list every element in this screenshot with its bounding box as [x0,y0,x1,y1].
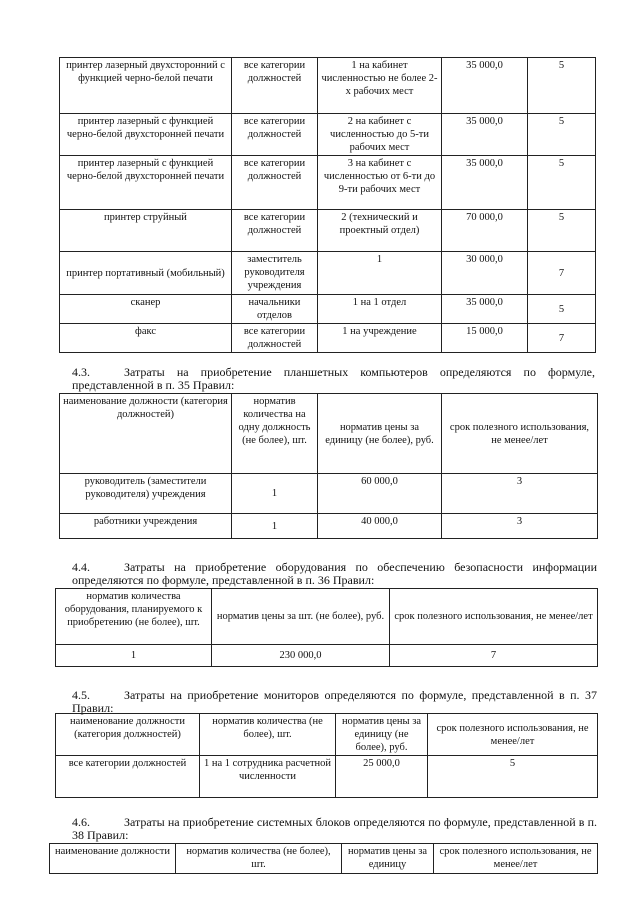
table-cell: 5 [528,156,596,210]
table-cell: 1 [56,645,212,667]
table-cell: 5 [528,295,596,324]
table-row [60,210,596,252]
table-row [60,514,598,539]
table-cell: принтер лазерный с функцией черно-белой двухсторонней печати [60,156,232,210]
section-text: Затраты на приобретение оборудования по обеспечению безопасности информации определяются по формуле, представленной в п. 36 Правил: [72,560,597,587]
table-cell: 230 000,0 [212,645,390,667]
table-cell: 30 000,0 [442,252,528,295]
table-row [60,252,596,295]
table-cell: все категории должностей [232,324,318,353]
table-cell: 2 на кабинет с численностью до 5-ти рабочих мест [318,114,442,156]
table-row [60,324,596,353]
table-cell: 7 [390,645,598,667]
table-header-row [60,394,598,474]
column-header: наименование должности (категория должностей) [56,714,200,756]
monitors-table [55,713,598,798]
table-cell: 1 [232,514,318,539]
table-header-row [56,714,598,756]
column-header: норматив цены за единицу [342,844,434,874]
table-cell: 35 000,0 [442,295,528,324]
table-cell: 35 000,0 [442,114,528,156]
table-cell: 1 на 1 сотрудника расчетной численности [200,756,336,798]
table-cell: все категории должностей [232,156,318,210]
table-cell: 7 [528,252,596,295]
table-cell: работники учреждения [60,514,232,539]
section-text: Затраты на приобретение системных блоков определяются по формуле, представленной в п. 38 Правил: [72,815,597,842]
column-header: норматив цены за шт. (не более), руб. [212,589,390,645]
table-row [60,114,596,156]
column-header: норматив цены за единицу (не более), руб. [336,714,428,756]
table-cell: 5 [428,756,598,798]
table-cell: 1 на 1 отдел [318,295,442,324]
table-cell: 5 [528,114,596,156]
table-cell: все категории должностей [232,114,318,156]
section-text: Затраты на приобретение мониторов определяются по формуле, представленной в п. 37 Правил: [72,688,597,715]
column-header: наименование должности (категория должностей) [60,394,232,474]
table-cell: 1 на учреждение [318,324,442,353]
table-cell: 70 000,0 [442,210,528,252]
tablets-table [59,393,598,539]
section-number: 4.4. [72,560,90,574]
table-row [60,156,596,210]
table-cell: 40 000,0 [318,514,442,539]
table-cell: 2 (технический и проектный отдел) [318,210,442,252]
section-4-3-paragraph [72,366,595,392]
table-cell: все категории должностей [232,58,318,114]
section-number: 4.3. [72,365,90,379]
column-header: норматив цены за единицу (не более), руб. [318,394,442,474]
table-cell: руководитель (заместители руководителя) учреждения [60,474,232,514]
system-units-table [49,843,598,874]
table-cell: 15 000,0 [442,324,528,353]
section-4-4-paragraph [72,561,597,587]
column-header: срок полезного использования, не менее/лет [390,589,598,645]
table-cell: 1 на кабинет численностью не более 2-х рабочих мест [318,58,442,114]
table-header-row [56,589,598,645]
table-row [60,474,598,514]
table-row [60,295,596,324]
column-header: срок полезного использования, не менее/лет [428,714,598,756]
table-cell: 5 [528,58,596,114]
table-cell: 1 [318,252,442,295]
table-row [60,58,596,114]
table-cell: 1 [232,474,318,514]
equipment-table [59,57,596,353]
table-cell: сканер [60,295,232,324]
column-header: норматив количества (не более), шт. [200,714,336,756]
section-4-5-paragraph [72,689,597,715]
table-cell: принтер портативный (мобильный) [60,252,232,295]
table-cell: 35 000,0 [442,156,528,210]
column-header: срок полезного использования, не менее/лет [442,394,598,474]
table-cell: 5 [528,210,596,252]
table-cell: все категории должностей [232,210,318,252]
table-cell: 3 [442,474,598,514]
table-cell: заместитель руководителя учреждения [232,252,318,295]
column-header: срок полезного использования, не менее/лет [434,844,598,874]
table-row [56,756,598,798]
table-cell: 3 [442,514,598,539]
table-cell: все категории должностей [56,756,200,798]
section-4-6-paragraph [72,816,597,842]
table-cell: 3 на кабинет с численностью от 6-ти до 9-ти рабочих мест [318,156,442,210]
section-number: 4.6. [72,815,90,829]
column-header: норматив количества оборудования, планируемого к приобретению (не более), шт. [56,589,212,645]
security-equipment-table [55,588,598,667]
table-row [56,645,598,667]
table-cell: факс [60,324,232,353]
section-text: Затраты на приобретение планшетных компьютеров определяются по формуле, представленной в п. 35 Правил: [72,365,595,392]
table-cell: принтер лазерный с функцией черно-белой двухсторонней печати [60,114,232,156]
column-header: наименование должности [50,844,176,874]
table-cell: 25 000,0 [336,756,428,798]
table-cell: 35 000,0 [442,58,528,114]
table-cell: начальники отделов [232,295,318,324]
table-cell: принтер струйный [60,210,232,252]
section-number: 4.5. [72,688,90,702]
table-cell: принтер лазерный двухсторонний с функцией черно-белой печати [60,58,232,114]
table-cell: 60 000,0 [318,474,442,514]
column-header: норматив количества на одну должность (не более), шт. [232,394,318,474]
table-header-row [50,844,598,874]
column-header: норматив количества (не более), шт. [176,844,342,874]
table-cell: 7 [528,324,596,353]
